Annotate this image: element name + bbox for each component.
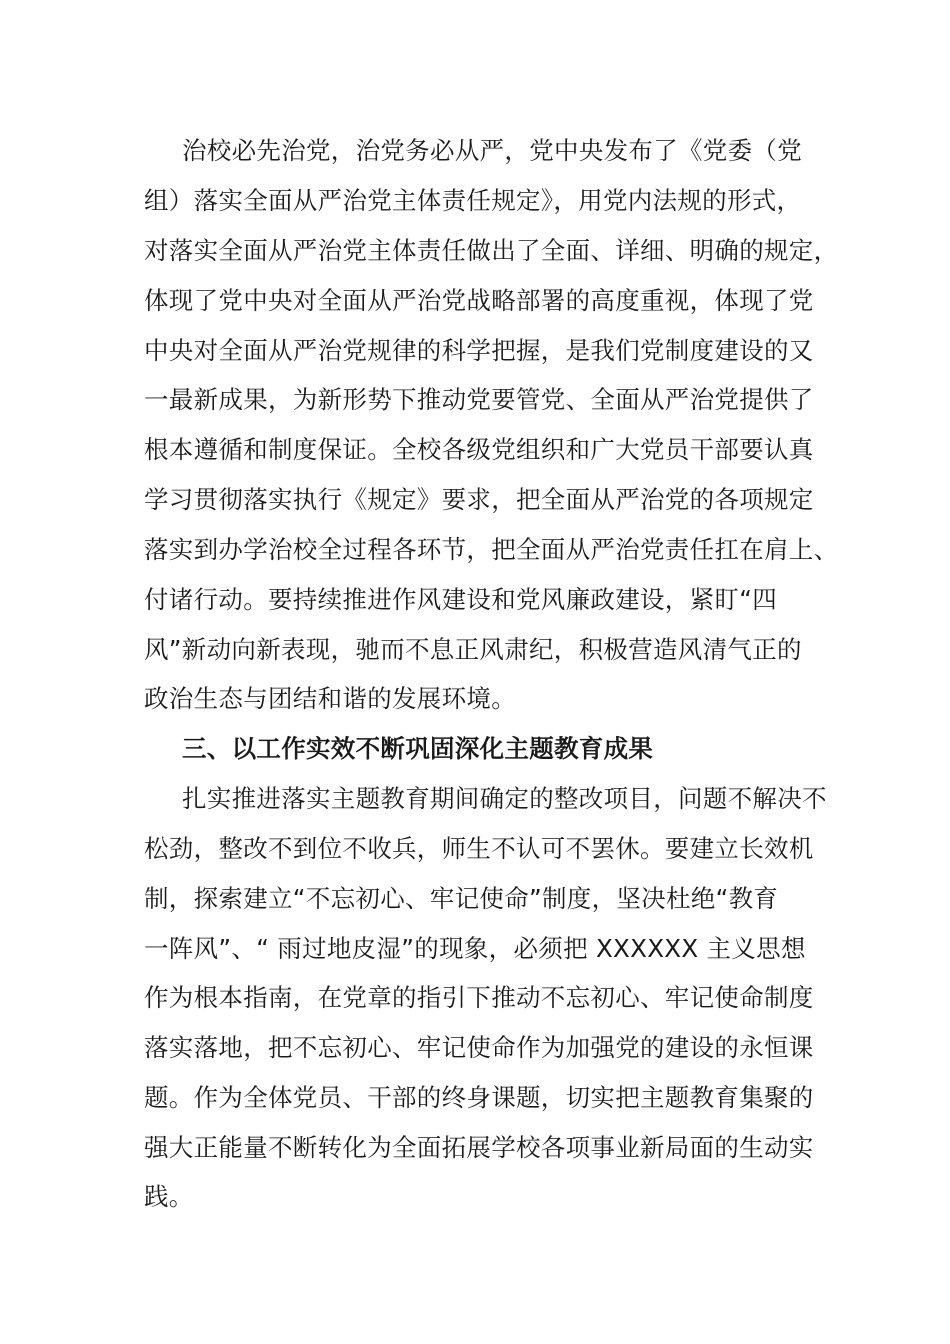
text-line: 政治生态与团结和谐的发展环境。 xyxy=(144,684,516,713)
text-line: 对落实全面从严治党主体责任做出了全面、详细、明确的规定， xyxy=(144,236,839,265)
text-line: 作为根本指南，在党章的指引下推动不忘初心、牢记使命制度 xyxy=(144,983,814,1012)
text-line: 扎实推进落实主题教育期间确定的整改项目，问题不解决不 xyxy=(182,784,827,813)
text-line: 一最新成果，为新形势下推动党要管党、全面从严治党提供了 xyxy=(144,385,814,414)
text-line: 体现了党中央对全面从严治党战略部署的高度重视，体现了党 xyxy=(144,286,814,315)
text-line: 践。 xyxy=(144,1182,194,1211)
section-heading: 三、以工作实效不断巩固深化主题教育成果 xyxy=(182,734,654,763)
text-line: 学习贯彻落实执行《规定》要求，把全面从严治党的各项规定 xyxy=(144,485,814,514)
text-line: 付诸行动。要持续推进作风建设和党风廉政建设，紧盯“四 xyxy=(144,585,777,614)
text-line: 中央对全面从严治党规律的科学把握，是我们党制度建设的又 xyxy=(144,336,814,365)
text-line: 制，探索建立“不忘初心、牢记使命”制度，坚决杜绝“教育 xyxy=(144,884,779,913)
text-line: 组）落实全面从严治党主体责任规定》，用党内法规的形式， xyxy=(144,186,802,215)
text-line: 落实到办学治校全过程各环节，把全面从严治党责任扛在肩上、 xyxy=(144,535,839,564)
text-line: 强大正能量不断转化为全面拓展学校各项事业新局面的生动实 xyxy=(144,1133,814,1162)
text-line: 治校必先治党，治党务必从严，党中央发布了《党委（党 xyxy=(182,136,802,165)
text-line: 松劲，整改不到位不收兵，师生不认可不罢休。要建立长效机 xyxy=(144,834,814,863)
text-line: 根本遵循和制度保证。全校各级党组织和广大党员干部要认真 xyxy=(144,435,814,464)
text-line: 风”新动向新表现，驰而不息正风肃纪，积极营造风清气正的 xyxy=(144,635,802,664)
text-line: 落实落地，把不忘初心、牢记使命作为加强党的建设的永恒课 xyxy=(144,1033,814,1062)
text-line: 一阵风”、“ 雨过地皮湿”的现象，必须把 XXXXXX 主义思想 xyxy=(144,934,806,963)
text-line: 题。作为全体党员、干部的终身课题，切实把主题教育集聚的 xyxy=(144,1083,814,1112)
